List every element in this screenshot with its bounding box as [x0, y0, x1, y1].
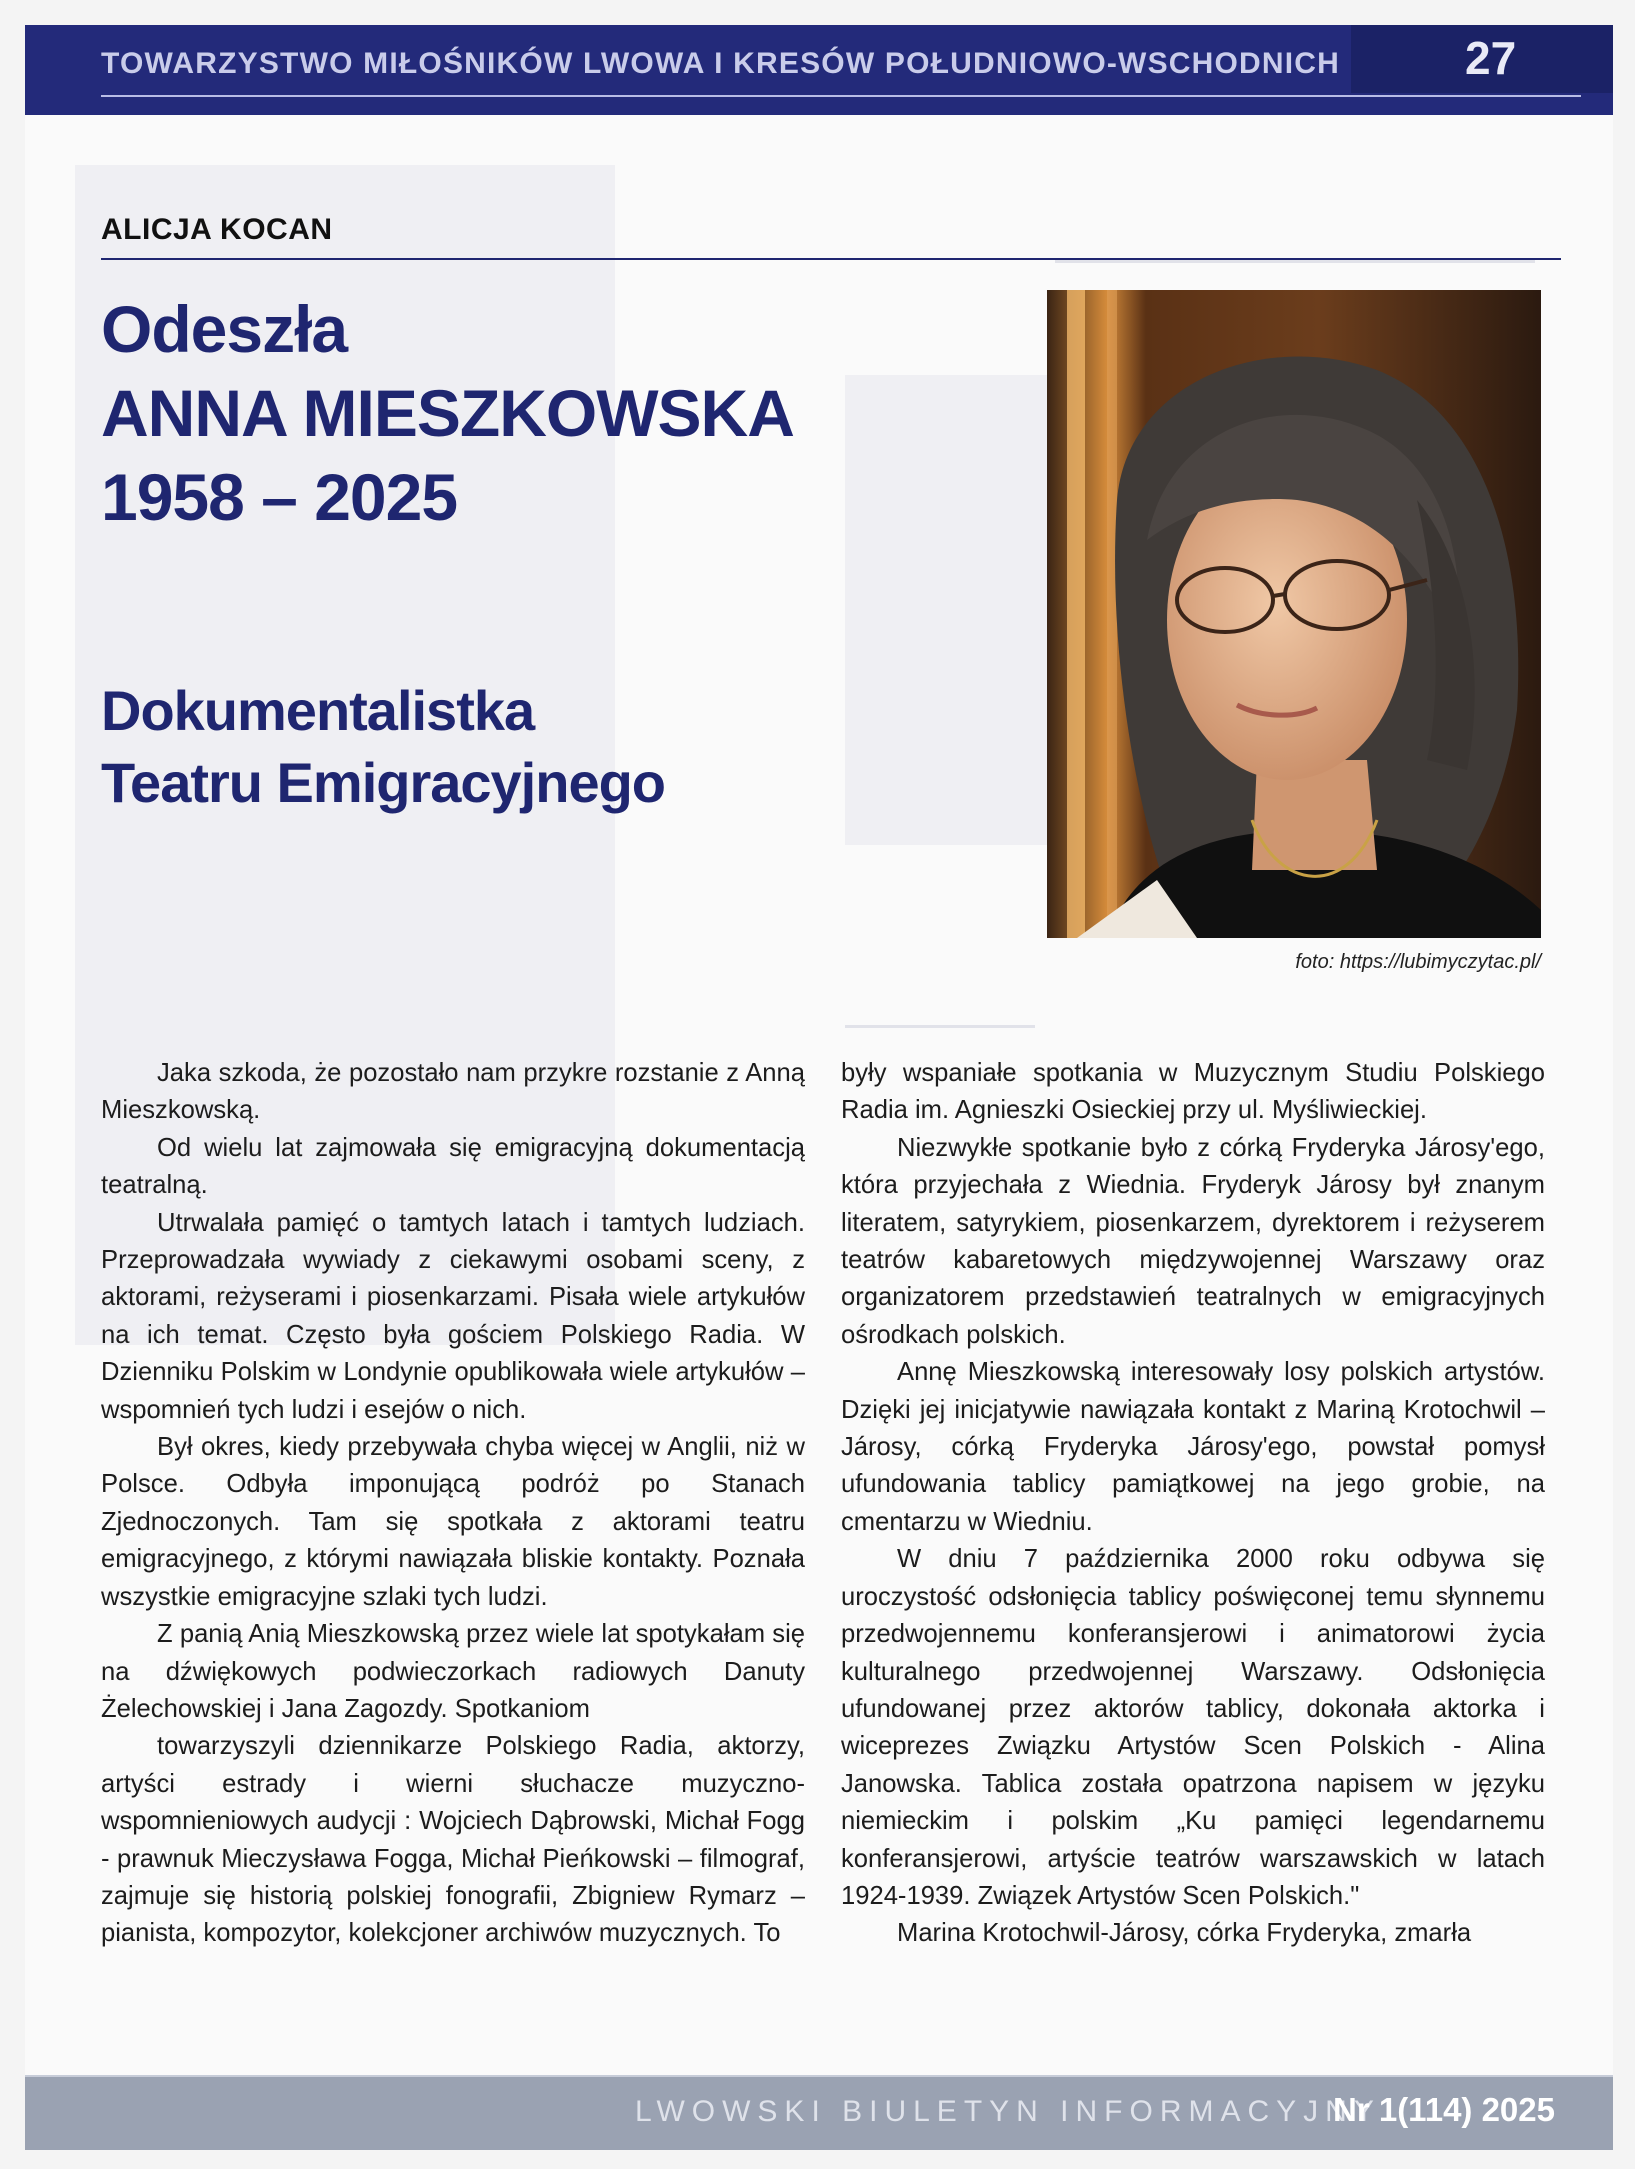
subheadline-line: Teatru Emigracyjnego [101, 751, 666, 814]
publication-name: LWOWSKI BIULETYN INFORMACYJNY [635, 2095, 1381, 2128]
magazine-page [25, 25, 1613, 2150]
portrait-image [1047, 290, 1541, 938]
headline [101, 287, 881, 539]
portrait-photo [1047, 290, 1541, 938]
page-number: 27 [1465, 32, 1517, 84]
paragraph: Z panią Anią Mieszkowską przez wiele lat spotykałam się na dźwiękowych podwieczorkach radiowych Danuty Żelechowskiej i Jana Zagozdy. Spotkaniom [101, 1620, 805, 1723]
headline-line: 1958 – 2025 [101, 460, 458, 534]
paragraph: Marina Krotochwil-Járosy, córka Fryderyka, zmarła [897, 1919, 1472, 1948]
paragraph: Annę Mieszkowską interesowały losy polskich artystów. Dzięki jej inicjatywie nawiązała kontakt z Mariną Krotochwil – Járosy, córką Fryderyka Járosy'ego, powstał pomysł ufundowania tablicy pamiątkowej na jego grobie, na cmentarzu w Wiedniu. [841, 1358, 1545, 1536]
society-title: TOWARZYSTWO MIŁOŚNIKÓW LWOWA I KRESÓW POŁUDNIOWO-WSCHODNICH [101, 47, 1341, 80]
author-name: ALICJA KOCAN [101, 213, 333, 246]
author-rule [101, 258, 1561, 260]
paragraph: towarzyszyli dziennikarze Polskiego Radia, aktorzy, artyści estrady i wierni słuchacze muzyczno-wspomnieniowych audycji : Wojciech Dąbrowski, Michał Fogg - prawnuk Mieczysława Fogga, Michał Pieńkowski – filmograf, zajmuje się historią polskiej fonografii, Zbigniew Rymarz – pianista, kompozytor, kolekcjoner archiwów muzycznych. To [101, 1732, 805, 1948]
issue-number: Nr 1(114) 2025 [1333, 2091, 1555, 2128]
headline-line: ANNA MIESZKOWSKA [101, 376, 794, 450]
paragraph: były wspaniałe spotkania w Muzycznym Studiu Polskiego Radia im. Agnieszki Osieckiej przy ul. Myśliwieckiej. [841, 1059, 1545, 1125]
bleed-through-line [1055, 260, 1535, 263]
paragraph: Utrwalała pamięć o tamtych latach i tamtych ludziach. Przeprowadzała wywiady z ciekawymi osobami sceny, z aktorami, reżyserami i piosenkarzami. Pisała wiele artykułów na ich temat. Często była gościem Polskiego Radia. W Dzienniku Polskim w Londynie opublikowała wiele artykułów – wspomnień tych ludzi i esejów o nich. [101, 1208, 805, 1424]
body-column-left [101, 1055, 805, 1953]
photo-caption: foto: https://lubimyczytac.pl/ [1295, 951, 1541, 973]
header-rule [101, 95, 1581, 97]
paragraph: Jaka szkoda, że pozostało nam przykre rozstanie z Anną Mieszkowską. [101, 1059, 805, 1125]
paragraph: Od wielu lat zajmowała się emigracyjną dokumentacją teatralną. [101, 1133, 805, 1200]
paragraph: Niezwykłe spotkanie było z córką Fryderyka Járosy'ego, która przyjechała z Wiednia. Fryderyk Járosy był znanym literatem, satyrykiem, piosenkarzem, dyrektorem i reżyserem teatrów kabaretowych międzywojennej Warszawy oraz organizatorem przedstawień teatralnych w emigracyjnych ośrodkach polskich. [841, 1133, 1545, 1349]
body-column-right [841, 1055, 1545, 1953]
subheadline-line: Dokumentalistka [101, 679, 535, 742]
paragraph: Był okres, kiedy przebywała chyba więcej w Anglii, niż w Polsce. Odbyła imponującą podróż po Stanach Zjednoczonych. Tam się spotkała z aktorami teatru emigracyjnego, z którymi nawiązała bliskie kontakty. Poznała wszystkie emigracyjne szlaki tych ludzi. [101, 1433, 805, 1611]
bleed-through-line [845, 1025, 1035, 1028]
paragraph: W dniu 7 października 2000 roku odbywa się uroczystość odsłonięcia tablicy poświęconej temu słynnemu przedwojennemu konferansjerowi i animatorowi życia kulturalnego przedwojennej Warszawy. Odsłonięcia ufundowanej przez aktorów tablicy, dokonała aktorka i wiceprezes Związku Artystów Scen Polskich - Alina Janowska. Tablica została opatrzona napisem w języku niemieckim i polskim „Ku pamięci legendarnemu konferansjerowi, artyście teatrów warszawskich w latach 1924-1939. Związek Artystów Scen Polskich." [841, 1545, 1545, 1910]
headline-line: Odeszła [101, 292, 348, 366]
subheadline [101, 675, 801, 819]
